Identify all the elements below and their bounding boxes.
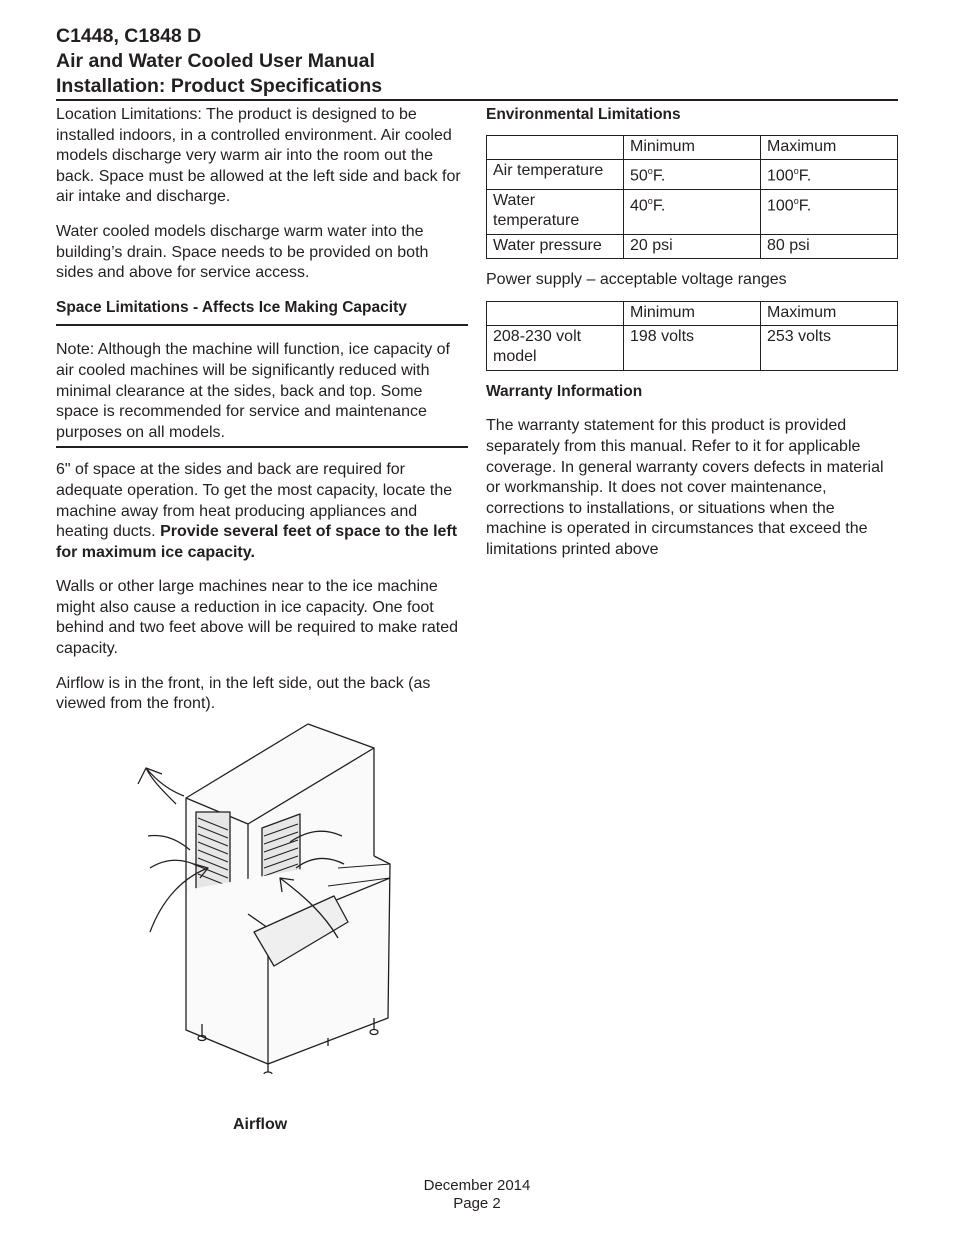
header-divider [56, 99, 898, 101]
power-supply-heading: Power supply – acceptable voltage ranges [486, 270, 787, 288]
airflow-paragraph: Airflow is in the front, in the left side, out the back (as viewed from the front). [56, 674, 431, 713]
table-row [487, 234, 898, 258]
capacity-note: Note: Although the machine will function, ice capacity of air cooled machines will be significantly reduced with minimal clearance at the sides, back and top. Some space is recommended for service and maintenance purposes on all models. [56, 340, 468, 448]
space-limitations-heading: Space Limitations - Affects Ice Making Capacity [56, 298, 468, 327]
degree-symbol: o [647, 166, 653, 176]
page-footer [0, 1177, 954, 1213]
value-text: 50 [630, 167, 648, 185]
walls-paragraph: Walls or other large machines near to the ice machine might also cause a reduction in ice capacity. One foot behind and two feet above will be required to make rated capacity. [56, 578, 459, 658]
unit-text: F. [652, 197, 666, 215]
table-header-row [487, 135, 898, 159]
warranty-paragraph: The warranty statement for this product is provided separately from this manual. Refer to it for applicable coverage. In general warranty covers defects in material or workmanship. It does not cover maintenance, corrections to installations, or situations when the machine is operated in circumstances that exceed the limitations printed above [486, 417, 884, 558]
right-column [486, 105, 898, 575]
table-cell: Air temperature [487, 160, 624, 190]
table-header-cell: Maximum [761, 135, 898, 159]
value-text: 40 [630, 197, 648, 215]
table-cell [761, 160, 898, 190]
table-cell: 208-230 volt model [487, 325, 624, 370]
left-column [56, 105, 468, 729]
environmental-heading: Environmental Limitations [486, 106, 681, 123]
clearance-paragraph [56, 460, 468, 563]
table-cell [624, 160, 761, 190]
model-title: C1448, C1848 D [56, 25, 202, 47]
table-cell [761, 189, 898, 234]
value-text: 100 [767, 197, 794, 215]
table-cell: 20 psi [624, 234, 761, 258]
section-title: Installation: Product Specifications [56, 75, 383, 97]
table-row [487, 189, 898, 234]
unit-text: F. [798, 197, 812, 215]
table-header-cell: Minimum [624, 301, 761, 325]
document-header [56, 24, 898, 99]
warranty-heading: Warranty Information [486, 382, 643, 400]
clearance-emphasis: Provide several feet of space to the left for maximum ice capacity. [56, 523, 458, 561]
environmental-table [486, 135, 898, 259]
value-text: 100 [767, 167, 794, 185]
figure-caption: Airflow [233, 1116, 288, 1133]
table-header-cell: Minimum [624, 135, 761, 159]
table-header-cell: Maximum [761, 301, 898, 325]
table-header-cell [487, 301, 624, 325]
table-cell [624, 189, 761, 234]
table-header-cell [487, 135, 624, 159]
clearance-text: 6" of space at the sides and back are required for adequate operation. To get the most capacity, locate the machine away from heat producing appliances and heating ducts. [56, 461, 453, 541]
table-cell: 253 volts [761, 325, 898, 370]
table-cell: Water temperature [487, 189, 624, 234]
footer-date: December 2014 [423, 1177, 531, 1194]
table-row [487, 160, 898, 190]
airflow-illustration [128, 718, 398, 1074]
table-cell: Water pressure [487, 234, 624, 258]
power-supply-table [486, 301, 898, 371]
manual-title: Air and Water Cooled User Manual [56, 50, 375, 72]
table-cell: 80 psi [761, 234, 898, 258]
table-row [487, 325, 898, 370]
page-number: Page 2 [453, 1195, 501, 1212]
degree-symbol: o [647, 195, 653, 206]
location-limitations-paragraph: Location Limitations: The product is designed to be installed indoors, in a controlled environment. Air cooled models discharge very warm air into the room out the back. Space must be allowed at the left side and back for air intake and discharge. [56, 106, 461, 206]
table-cell: 198 volts [624, 325, 761, 370]
table-header-row [487, 301, 898, 325]
water-cooled-paragraph: Water cooled models discharge warm water into the building’s drain. Space needs to be provided on both sides and above for service access. [56, 222, 429, 282]
degree-symbol: o [793, 195, 799, 206]
ice-machine-drawing [128, 718, 398, 1074]
degree-symbol: o [793, 166, 799, 176]
unit-text: F. [798, 167, 812, 185]
unit-text: F. [652, 167, 666, 185]
